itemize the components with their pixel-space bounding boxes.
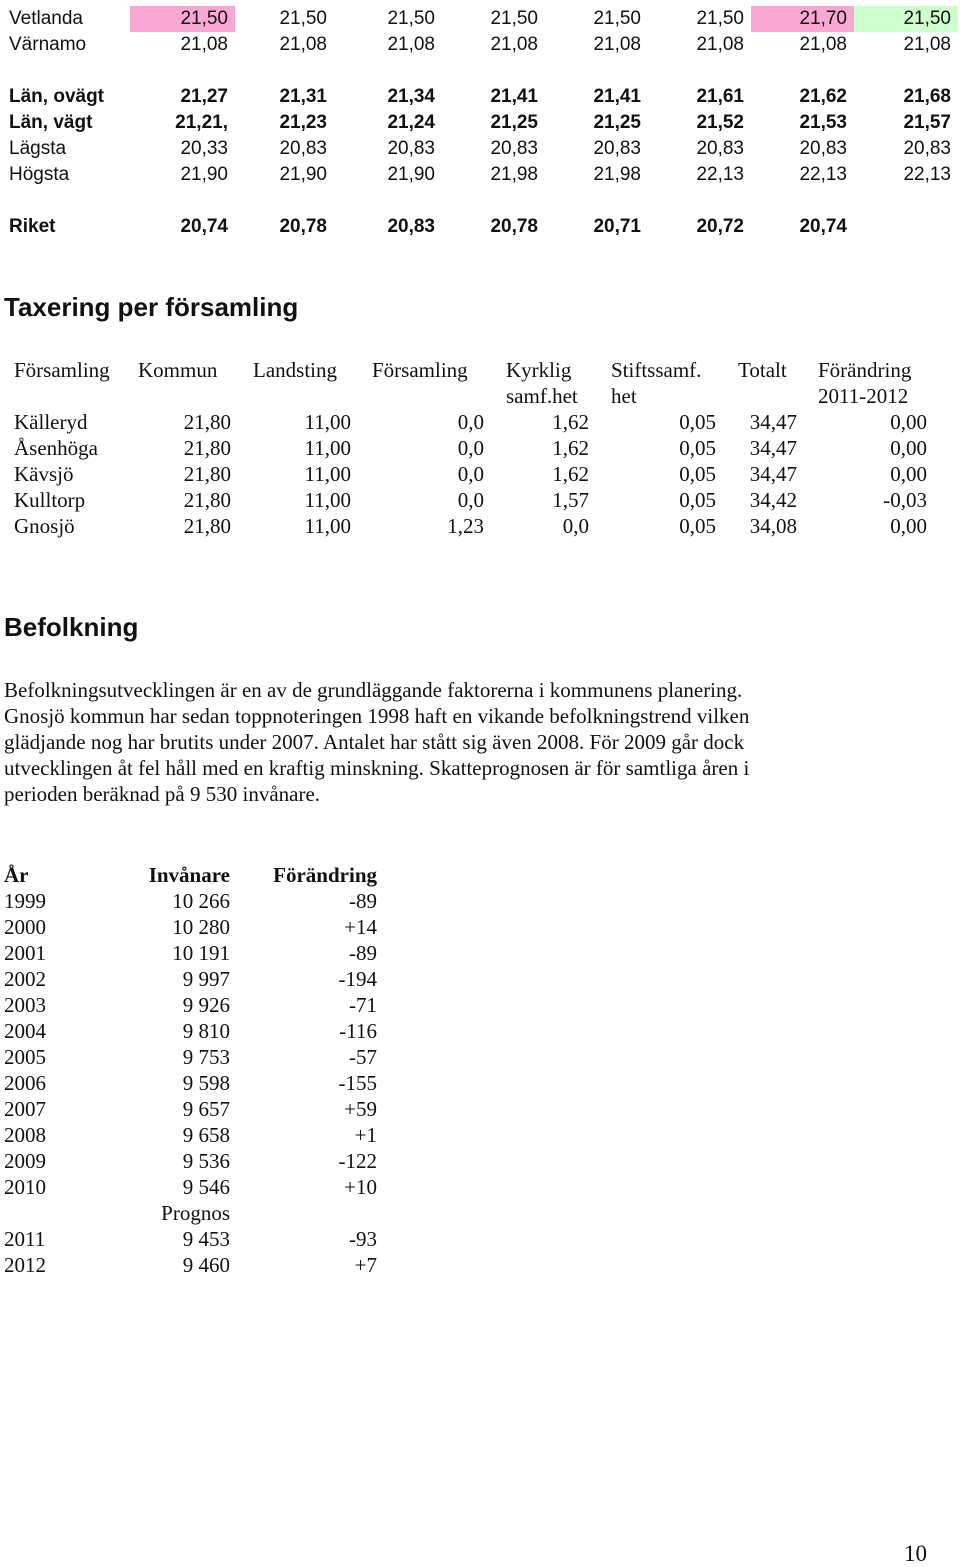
paragraph-line: utvecklingen åt fel håll med en kraftig minskning. Skatteprognosen är för samtliga åren i (4, 756, 750, 780)
population-row (0, 1174, 400, 1200)
population-row (0, 1070, 400, 1096)
year-cell: 2010 (4, 1175, 46, 1199)
tax-value: 21,41 (593, 86, 641, 107)
parish-row (0, 487, 960, 513)
kyrklig-value: 1,62 (552, 462, 589, 486)
stift-value: 0,05 (679, 514, 716, 538)
change-cell: -93 (349, 1227, 377, 1251)
change-cell: -71 (349, 993, 377, 1017)
tax-value: 20,78 (279, 216, 327, 237)
year-cell: 2004 (4, 1019, 46, 1043)
tax-row-lan-ovagt (0, 84, 960, 110)
tax-value: 21,50 (387, 8, 435, 29)
tax-value: 21,62 (799, 86, 847, 107)
municipality-name: Riket (9, 216, 56, 237)
tax-value: 20,33 (180, 138, 228, 159)
forandring-value: 0,00 (890, 514, 927, 538)
population-row (0, 1018, 400, 1044)
tax-value: 21,31 (279, 86, 327, 107)
inhabitants-cell: 9 598 (182, 1071, 230, 1095)
tax-row-varnamo (0, 32, 960, 58)
stift-value: 0,05 (679, 462, 716, 486)
inhabitants-cell: 9 658 (182, 1123, 230, 1147)
landsting-value: 11,00 (304, 436, 351, 460)
municipality-name: Län, ovägt (9, 86, 105, 107)
tax-value: 20,72 (696, 216, 744, 237)
tax-row-vetlanda (0, 6, 960, 32)
year-cell: 2011 (4, 1227, 46, 1251)
change-cell: -122 (338, 1149, 377, 1173)
change-cell: +1 (354, 1123, 377, 1147)
year-cell: 2002 (4, 967, 46, 991)
population-row-forecast (0, 1252, 400, 1278)
change-cell: -155 (338, 1071, 377, 1095)
landsting-value: 11,00 (304, 488, 351, 512)
tax-value: 21,90 (180, 164, 228, 185)
population-row (0, 1044, 400, 1070)
kommun-value: 21,80 (183, 514, 231, 538)
change-cell: -89 (349, 941, 377, 965)
tax-value: 21,08 (593, 34, 641, 55)
tax-value: 21,08 (279, 34, 327, 55)
parish-name: Gnosjö (14, 514, 75, 538)
year-cell: 2009 (4, 1149, 46, 1173)
header-change: Förändring (273, 863, 377, 887)
tax-value: 21,34 (387, 86, 435, 107)
header-totalt: Totalt (738, 358, 787, 382)
forsamling-value: 0,0 (457, 462, 484, 486)
forsamling-value: 0,0 (457, 436, 484, 460)
tax-value: 22,13 (903, 164, 951, 185)
tax-value: 21,23 (279, 112, 327, 133)
header-stiftssamf: Stiftssamf. (611, 358, 702, 382)
tax-value: 21,08 (696, 34, 744, 55)
tax-row-riket (0, 214, 960, 240)
tax-value: 21,21, (175, 112, 228, 133)
tax-value: 21,50 (490, 8, 538, 29)
forecast-label-row (0, 1200, 400, 1226)
tax-value: 20,71 (593, 216, 641, 237)
tax-value: 21,08 (903, 34, 951, 55)
kyrklig-value: 1,62 (552, 436, 589, 460)
kommun-value: 21,80 (183, 488, 231, 512)
paragraph-line: glädjande nog har brutits under 2007. Antalet har stått sig även 2008. För 2009 går dock (4, 730, 745, 754)
population-row (0, 940, 400, 966)
tax-value: 20,78 (490, 216, 538, 237)
tax-value: 20,83 (279, 138, 327, 159)
population-row (0, 1122, 400, 1148)
tax-value: 21,25 (593, 112, 641, 133)
tax-value: 21,50 (854, 6, 958, 32)
change-cell: -57 (349, 1045, 377, 1069)
inhabitants-cell: 9 453 (182, 1227, 230, 1251)
change-cell: +14 (344, 915, 377, 939)
inhabitants-cell: 9 460 (182, 1253, 230, 1277)
tax-value: 21,53 (799, 112, 847, 133)
paragraph-line: Befolkningsutvecklingen är en av de grundläggande faktorerna i kommunens planering. (4, 678, 743, 702)
tax-value: 21,57 (903, 112, 951, 133)
year-cell: 2003 (4, 993, 46, 1017)
population-table-header (0, 862, 400, 888)
inhabitants-cell: 9 926 (182, 993, 230, 1017)
year-cell: 2005 (4, 1045, 46, 1069)
kommun-value: 21,80 (183, 410, 231, 434)
parish-row (0, 513, 960, 539)
parish-name: Åsenhöga (14, 436, 98, 460)
header-year: År (4, 863, 29, 887)
year-cell: 2001 (4, 941, 46, 965)
tax-value: 21,41 (490, 86, 538, 107)
forecast-label: Prognos (161, 1201, 230, 1225)
tax-value: 20,74 (799, 216, 847, 237)
year-cell: 2008 (4, 1123, 46, 1147)
inhabitants-cell: 9 657 (182, 1097, 230, 1121)
header-kommun: Kommun (138, 358, 218, 382)
municipality-name: Högsta (9, 164, 70, 185)
page-number: 10 (904, 1541, 927, 1566)
parish-name: Källeryd (14, 410, 88, 434)
tax-row-hogsta (0, 162, 960, 188)
header-stiftssamf-line2: het (611, 384, 637, 408)
parish-row (0, 435, 960, 461)
totalt-value: 34,47 (749, 410, 797, 434)
change-cell: +59 (344, 1097, 377, 1121)
tax-value: 20,83 (799, 138, 847, 159)
tax-value: 21,52 (696, 112, 744, 133)
change-cell: +7 (354, 1253, 377, 1277)
year-cell: 2012 (4, 1253, 46, 1277)
totalt-value: 34,08 (749, 514, 797, 538)
header-kyrklig: Kyrklig (506, 358, 572, 382)
change-cell: -194 (338, 967, 377, 991)
tax-value: 22,13 (696, 164, 744, 185)
tax-row-lagsta (0, 136, 960, 162)
parish-table-header (0, 357, 960, 383)
totalt-value: 34,42 (749, 488, 797, 512)
parish-row (0, 409, 960, 435)
forandring-value: -0,03 (883, 488, 927, 512)
year-cell: 1999 (4, 889, 46, 913)
tax-value: 21,08 (180, 34, 228, 55)
parish-table-header-line2 (0, 383, 960, 409)
tax-value: 21,50 (593, 8, 641, 29)
tax-value: 20,74 (180, 216, 228, 237)
inhabitants-cell: 9 546 (182, 1175, 230, 1199)
parish-section-title: Taxering per församling (4, 292, 299, 322)
tax-value: 20,83 (696, 138, 744, 159)
forandring-value: 0,00 (890, 462, 927, 486)
population-row (0, 914, 400, 940)
forandring-value: 0,00 (890, 436, 927, 460)
tax-value (854, 214, 958, 240)
tax-value: 21,50 (279, 8, 327, 29)
inhabitants-cell: 9 753 (182, 1045, 230, 1069)
tax-value: 21,68 (903, 86, 951, 107)
kyrklig-value: 1,57 (552, 488, 589, 512)
header-inhabitants: Invånare (148, 863, 230, 887)
tax-value: 20,83 (593, 138, 641, 159)
population-row (0, 1148, 400, 1174)
municipality-name: Lägsta (9, 138, 67, 159)
year-cell: 2006 (4, 1071, 46, 1095)
kommun-value: 21,80 (183, 462, 231, 486)
year-cell: 2007 (4, 1097, 46, 1121)
tax-row-lan-vagt (0, 110, 960, 136)
forsamling-value: 1,23 (447, 514, 484, 538)
landsting-value: 11,00 (304, 410, 351, 434)
tax-value: 21,98 (490, 164, 538, 185)
kommun-value: 21,80 (183, 436, 231, 460)
stift-value: 0,05 (679, 488, 716, 512)
inhabitants-cell: 10 280 (172, 915, 230, 939)
header-forsamling: Församling (14, 358, 110, 382)
tax-value: 20,83 (903, 138, 951, 159)
tax-value: 21,50 (130, 6, 235, 32)
tax-value: 21,50 (696, 8, 744, 29)
tax-value: 21,90 (387, 164, 435, 185)
paragraph-line: Gnosjö kommun har sedan toppnoteringen 1998 haft en vikande befolkningstrend vilken (4, 704, 750, 728)
inhabitants-cell: 9 536 (182, 1149, 230, 1173)
inhabitants-cell: 9 810 (182, 1019, 230, 1043)
stift-value: 0,05 (679, 436, 716, 460)
header-kyrklig-line2: samf.het (506, 384, 578, 408)
tax-value: 21,70 (751, 6, 854, 32)
forsamling-value: 0,0 (457, 410, 484, 434)
municipality-name: Värnamo (9, 34, 87, 55)
parish-name: Kulltorp (14, 488, 86, 512)
population-row (0, 992, 400, 1018)
tax-value: 22,13 (799, 164, 847, 185)
tax-value: 21,61 (696, 86, 744, 107)
municipality-name: Vetlanda (9, 8, 83, 29)
parish-name: Kävsjö (14, 462, 74, 486)
change-cell: +10 (344, 1175, 377, 1199)
tax-value: 21,08 (799, 34, 847, 55)
tax-value: 21,90 (279, 164, 327, 185)
tax-value: 20,83 (387, 216, 435, 237)
paragraph-line: perioden beräknad på 9 530 invånare. (4, 782, 321, 806)
population-row (0, 888, 400, 914)
tax-value: 21,24 (387, 112, 435, 133)
kyrklig-value: 1,62 (552, 410, 589, 434)
population-row (0, 966, 400, 992)
landsting-value: 11,00 (304, 514, 351, 538)
population-row (0, 1096, 400, 1122)
population-row-forecast (0, 1226, 400, 1252)
change-cell: -89 (349, 889, 377, 913)
tax-value: 21,08 (490, 34, 538, 55)
header-forandring-line2: 2011-2012 (818, 384, 909, 408)
tax-value: 21,08 (387, 34, 435, 55)
header-landsting: Landsting (253, 358, 337, 382)
forandring-value: 0,00 (890, 410, 927, 434)
tax-value: 20,83 (490, 138, 538, 159)
tax-value: 21,27 (180, 86, 228, 107)
population-section-title: Befolkning (4, 612, 139, 642)
inhabitants-cell: 9 997 (182, 967, 230, 991)
change-cell: -116 (339, 1019, 377, 1043)
kyrklig-value: 0,0 (562, 514, 589, 538)
inhabitants-cell: 10 191 (172, 941, 230, 965)
year-cell: 2000 (4, 915, 46, 939)
totalt-value: 34,47 (749, 462, 797, 486)
parish-row (0, 461, 960, 487)
forsamling-value: 0,0 (457, 488, 484, 512)
municipality-name: Län, vägt (9, 112, 93, 133)
stift-value: 0,05 (679, 410, 716, 434)
header-forsamling-rate: Församling (372, 358, 468, 382)
totalt-value: 34,47 (749, 436, 797, 460)
inhabitants-cell: 10 266 (172, 889, 230, 913)
landsting-value: 11,00 (304, 462, 351, 486)
tax-value: 20,83 (387, 138, 435, 159)
population-paragraph (4, 677, 824, 807)
header-forandring: Förändring (818, 358, 912, 382)
tax-value: 21,25 (490, 112, 538, 133)
tax-value: 21,98 (593, 164, 641, 185)
